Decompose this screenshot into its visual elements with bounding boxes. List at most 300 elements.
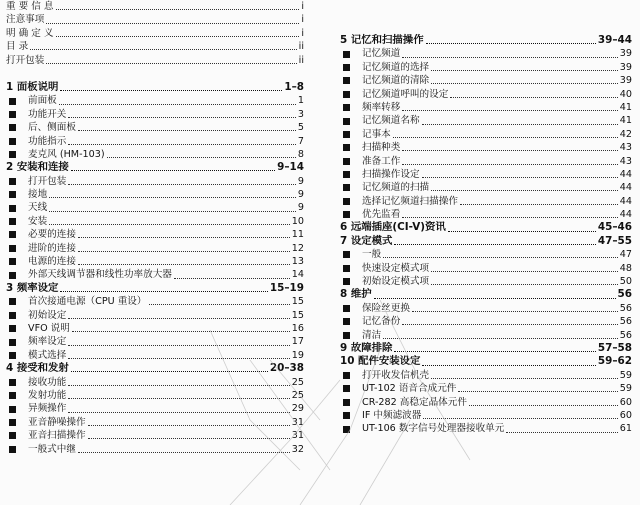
bullet-icon bbox=[9, 446, 16, 453]
toc-entry-page: 56 bbox=[619, 329, 632, 341]
toc-entry-title: 打开收发信机壳 bbox=[362, 369, 430, 381]
dot-leader bbox=[458, 391, 617, 392]
toc-entry[interactable] bbox=[340, 275, 632, 288]
section-heading-page: 47–55 bbox=[597, 234, 632, 247]
dot-leader bbox=[460, 204, 618, 205]
dot-leader bbox=[78, 452, 290, 453]
toc-entry-page: 25 bbox=[291, 376, 304, 388]
toc-entry-title: 亚音扫描操作 bbox=[28, 430, 86, 442]
toc-entry-page: 8 bbox=[297, 148, 304, 160]
dot-leader bbox=[394, 244, 595, 245]
section-heading[interactable] bbox=[340, 221, 632, 234]
bullet-icon bbox=[343, 51, 350, 58]
toc-entry-page: 59 bbox=[619, 369, 632, 381]
dot-leader bbox=[383, 257, 618, 258]
toc-entry-title: 功能开关 bbox=[28, 108, 67, 120]
bullet-icon bbox=[9, 151, 16, 158]
bullet-icon bbox=[343, 171, 350, 178]
toc-entry[interactable] bbox=[340, 114, 632, 127]
bullet-icon bbox=[9, 218, 16, 225]
toc-entry[interactable] bbox=[340, 168, 632, 181]
dot-leader bbox=[60, 291, 267, 292]
toc-entry[interactable] bbox=[6, 268, 304, 281]
toc-entry-page: 31 bbox=[291, 430, 304, 442]
toc-entry-title: 扫描种类 bbox=[362, 142, 401, 154]
bullet-icon bbox=[9, 432, 16, 439]
bullet-icon bbox=[9, 272, 16, 279]
dot-leader bbox=[56, 36, 300, 37]
toc-entry-page: 44 bbox=[619, 195, 632, 207]
bullet-icon bbox=[9, 205, 16, 212]
toc-entry[interactable] bbox=[6, 443, 304, 456]
section-heading-page: 57–58 bbox=[597, 341, 632, 354]
dot-leader bbox=[72, 331, 290, 332]
section-heading-page: 45–46 bbox=[597, 221, 632, 234]
toc-entry-page: 13 bbox=[291, 256, 304, 268]
toc-entry-page: 41 bbox=[619, 101, 632, 113]
toc-entry-page: 11 bbox=[291, 229, 304, 241]
dot-leader bbox=[469, 405, 618, 406]
dot-leader bbox=[174, 278, 290, 279]
section-heading[interactable] bbox=[6, 161, 304, 174]
toc-entry-page: 1 bbox=[297, 95, 304, 107]
toc-entry-page: 15 bbox=[291, 296, 304, 308]
toc-entry[interactable] bbox=[6, 175, 304, 188]
dot-leader bbox=[431, 271, 618, 272]
dot-leader bbox=[402, 217, 617, 218]
dot-leader bbox=[68, 117, 296, 118]
dot-leader bbox=[402, 150, 617, 151]
section-heading-title: 9 故障排除 bbox=[340, 341, 393, 354]
toc-entry-page: 3 bbox=[297, 108, 304, 120]
bullet-icon bbox=[343, 77, 350, 84]
toc-entry-title: 电源的连接 bbox=[28, 256, 76, 268]
toc-entry-title: 记忆频道的扫描 bbox=[362, 182, 430, 194]
toc-entry-page: 10 bbox=[291, 215, 304, 227]
toc-entry-title: UT-106 数字信号处理器接收单元 bbox=[362, 423, 505, 435]
dot-leader bbox=[402, 57, 617, 58]
toc-entry-title: 频率转移 bbox=[362, 101, 401, 113]
dot-leader bbox=[107, 157, 296, 158]
toc-entry-title: 记忆备份 bbox=[362, 316, 401, 328]
dot-leader bbox=[68, 385, 289, 386]
bullet-icon bbox=[343, 265, 350, 272]
section-heading-page: 59–62 bbox=[597, 355, 632, 368]
dot-leader bbox=[402, 164, 617, 165]
toc-entry[interactable] bbox=[6, 215, 304, 228]
dot-leader bbox=[431, 284, 618, 285]
dot-leader bbox=[422, 365, 595, 366]
toc-entry-page: 7 bbox=[297, 135, 304, 147]
toc-entry[interactable] bbox=[340, 409, 632, 422]
front-entry-page: i bbox=[301, 1, 304, 12]
dot-leader bbox=[431, 70, 618, 71]
dot-leader bbox=[59, 104, 296, 105]
toc-entry-title: 准备工作 bbox=[362, 155, 401, 167]
toc-entry[interactable] bbox=[340, 141, 632, 154]
dot-leader bbox=[412, 311, 618, 312]
toc-entry-title: 接收功能 bbox=[28, 376, 67, 388]
dot-leader bbox=[431, 190, 618, 191]
toc-entry[interactable] bbox=[6, 335, 304, 348]
bullet-icon bbox=[343, 278, 350, 285]
section-heading-page: 15–19 bbox=[269, 281, 304, 294]
toc-entry-page: 15 bbox=[291, 309, 304, 321]
toc-entry-title: VFO 说明 bbox=[28, 322, 70, 334]
spacer bbox=[340, 0, 632, 34]
toc-entry[interactable] bbox=[6, 309, 304, 322]
toc-entry-page: 60 bbox=[619, 396, 632, 408]
bullet-icon bbox=[343, 412, 350, 419]
bullet-icon bbox=[343, 104, 350, 111]
bullet-icon bbox=[9, 124, 16, 131]
toc-entry-page: 61 bbox=[619, 423, 632, 435]
front-entry-title: 注意事项 bbox=[6, 14, 45, 26]
toc-entry-title: 记忆频道呼叫的设定 bbox=[362, 88, 449, 100]
toc-entry[interactable] bbox=[6, 402, 304, 415]
bullet-icon bbox=[9, 406, 16, 413]
front-matter bbox=[6, 0, 304, 67]
section-heading-page: 9–14 bbox=[277, 161, 304, 174]
front-entry-page: ii bbox=[298, 54, 304, 66]
toc-entry-title: 选择记忆频道扫描操作 bbox=[362, 195, 458, 207]
toc-entry[interactable] bbox=[6, 108, 304, 121]
section-heading[interactable] bbox=[340, 355, 632, 368]
toc-entry-title: 初始设定 bbox=[28, 309, 67, 321]
section-heading-page: 1–8 bbox=[284, 80, 304, 93]
toc-entry-title: 记忆频道 bbox=[362, 48, 401, 60]
toc-entry[interactable] bbox=[6, 228, 304, 241]
toc-entry-page: 5 bbox=[297, 122, 304, 134]
bullet-icon bbox=[343, 144, 350, 151]
front-entry-page: ii bbox=[298, 41, 304, 53]
toc-entry-page: 19 bbox=[291, 349, 304, 361]
bullet-icon bbox=[343, 318, 350, 325]
toc-entry[interactable] bbox=[6, 135, 304, 148]
toc-entry-page: 9 bbox=[297, 189, 304, 201]
toc-entry-page: 17 bbox=[291, 336, 304, 348]
toc-entry[interactable] bbox=[340, 382, 632, 395]
dot-leader bbox=[68, 144, 296, 145]
toc-entry-title: 功能指示 bbox=[28, 135, 67, 147]
dot-leader bbox=[431, 378, 618, 379]
dot-leader bbox=[49, 197, 296, 198]
toc-entry[interactable] bbox=[6, 376, 304, 389]
dot-leader bbox=[78, 251, 290, 252]
front-entry-title: 打开包装 bbox=[6, 54, 45, 66]
toc-entry-title: 快速设定模式项 bbox=[362, 262, 430, 274]
toc-entry-page: 50 bbox=[619, 276, 632, 288]
dot-leader bbox=[49, 211, 296, 212]
toc-entry-title: 必要的连接 bbox=[28, 229, 76, 241]
toc-entry-title: 安装 bbox=[28, 215, 48, 227]
bullet-icon bbox=[343, 211, 350, 218]
toc-right-column bbox=[340, 0, 632, 436]
section-heading-title: 1 面板说明 bbox=[6, 80, 59, 93]
dot-leader bbox=[46, 23, 299, 24]
bullet-icon bbox=[343, 332, 350, 339]
dot-leader bbox=[374, 298, 616, 299]
dot-leader bbox=[422, 124, 618, 125]
section-heading[interactable] bbox=[6, 362, 304, 375]
toc-entry[interactable] bbox=[340, 369, 632, 382]
toc-entry-title: UT-102 语音合成元件 bbox=[362, 383, 457, 395]
toc-entry[interactable] bbox=[340, 208, 632, 221]
toc-entry[interactable] bbox=[6, 201, 304, 214]
toc-entry-page: 32 bbox=[291, 443, 304, 455]
dot-leader bbox=[393, 137, 618, 138]
dot-leader bbox=[46, 63, 296, 64]
dot-leader bbox=[448, 231, 596, 232]
front-entry[interactable] bbox=[6, 54, 304, 67]
bullet-icon bbox=[9, 178, 16, 185]
toc-entry-page: 43 bbox=[619, 155, 632, 167]
toc-entry-title: 记忆频道的清除 bbox=[362, 75, 430, 87]
section-heading-page: 20–38 bbox=[269, 362, 304, 375]
dot-leader bbox=[426, 43, 596, 44]
toc-entry-title: 后、侧面板 bbox=[28, 122, 76, 134]
toc-entry[interactable] bbox=[340, 262, 632, 275]
dot-leader bbox=[422, 177, 618, 178]
toc-entry-page: 56 bbox=[619, 302, 632, 314]
bullet-icon bbox=[343, 385, 350, 392]
toc-entry-title: 频率设定 bbox=[28, 336, 67, 348]
toc-entry[interactable] bbox=[340, 181, 632, 194]
dot-leader bbox=[402, 110, 617, 111]
dot-leader bbox=[56, 9, 300, 10]
section-heading-title: 7 设定模式 bbox=[340, 234, 393, 247]
section-heading[interactable] bbox=[340, 342, 632, 355]
toc-entry-title: 记事本 bbox=[362, 128, 391, 140]
front-entry-title: 目 录 bbox=[6, 41, 29, 53]
dot-leader bbox=[423, 418, 617, 419]
toc-entry-page: 40 bbox=[619, 88, 632, 100]
section-heading-title: 5 记忆和扫描操作 bbox=[340, 34, 424, 46]
toc-entry-page: 9 bbox=[297, 175, 304, 187]
dot-leader bbox=[394, 351, 595, 352]
dot-leader bbox=[68, 412, 289, 413]
dot-leader bbox=[30, 49, 296, 50]
dot-leader bbox=[383, 338, 618, 339]
toc-entry-page: 47 bbox=[619, 249, 632, 261]
toc-entry-title: 前面板 bbox=[28, 95, 57, 107]
dot-leader bbox=[78, 264, 290, 265]
front-entry[interactable] bbox=[6, 40, 304, 53]
toc-entry-page: 14 bbox=[291, 269, 304, 281]
toc-entry[interactable] bbox=[6, 255, 304, 268]
dot-leader bbox=[88, 425, 290, 426]
toc-entry-title: 首次接通电源（CPU 重设） bbox=[28, 296, 147, 308]
section-heading-title: 6 远端插座(CI-V)资讯 bbox=[340, 221, 446, 234]
section-heading[interactable] bbox=[6, 81, 304, 94]
bullet-icon bbox=[9, 419, 16, 426]
bullet-icon bbox=[343, 251, 350, 258]
toc-entry-title: 一般式中继 bbox=[28, 443, 76, 455]
front-entry[interactable] bbox=[6, 0, 304, 13]
dot-leader bbox=[431, 83, 618, 84]
toc-entry[interactable] bbox=[340, 302, 632, 315]
bullet-icon bbox=[9, 325, 16, 332]
toc-entry-title: 记忆频道名称 bbox=[362, 115, 420, 127]
section-heading[interactable] bbox=[340, 288, 632, 301]
toc-entry-page: 56 bbox=[619, 316, 632, 328]
bullet-icon bbox=[9, 379, 16, 386]
toc-entry-page: 42 bbox=[619, 128, 632, 140]
toc-entry-page: 9 bbox=[297, 202, 304, 214]
toc-entry-page: 25 bbox=[291, 389, 304, 401]
toc-entry-title: 清洁 bbox=[362, 329, 382, 341]
toc-entry-title: 麦克风 (HM-103) bbox=[28, 148, 105, 160]
front-entry-title: 明 确 定 义 bbox=[6, 27, 54, 39]
bullet-icon bbox=[343, 399, 350, 406]
toc-entry[interactable] bbox=[340, 61, 632, 74]
front-entry-page: i bbox=[301, 27, 304, 39]
toc-entry[interactable] bbox=[340, 155, 632, 168]
toc-entry-page: 39 bbox=[619, 61, 632, 73]
dot-leader bbox=[78, 237, 290, 238]
toc-entry[interactable] bbox=[340, 47, 632, 60]
toc-entry-page: 12 bbox=[291, 242, 304, 254]
toc-entry[interactable] bbox=[340, 422, 632, 435]
dot-leader bbox=[506, 432, 617, 433]
bullet-icon bbox=[343, 118, 350, 125]
dot-leader bbox=[450, 97, 617, 98]
dot-leader bbox=[68, 345, 289, 346]
dot-leader bbox=[402, 324, 617, 325]
toc-entry[interactable] bbox=[6, 389, 304, 402]
dot-leader bbox=[60, 90, 282, 91]
toc-entry-title: 发射功能 bbox=[28, 389, 67, 401]
front-entry[interactable] bbox=[6, 13, 304, 26]
section-heading-title: 4 接受和发射 bbox=[6, 362, 69, 375]
toc-entry-title: 优先监看 bbox=[362, 209, 401, 221]
toc-entry-page: 29 bbox=[291, 403, 304, 415]
section-heading-title: 2 安装和连接 bbox=[6, 161, 69, 174]
dot-leader bbox=[68, 398, 289, 399]
toc-entry-title: 模式选择 bbox=[28, 349, 67, 361]
toc-left-column bbox=[6, 0, 304, 456]
dot-leader bbox=[149, 304, 290, 305]
bullet-icon bbox=[343, 372, 350, 379]
toc-entry-title: 打开包装 bbox=[28, 175, 67, 187]
toc-entry[interactable] bbox=[340, 74, 632, 87]
section-heading[interactable] bbox=[6, 282, 304, 295]
toc-entry[interactable] bbox=[340, 315, 632, 328]
toc-entry-title: 接地 bbox=[28, 189, 48, 201]
bullet-icon bbox=[9, 138, 16, 145]
dot-leader bbox=[49, 224, 290, 225]
toc-entry[interactable] bbox=[340, 248, 632, 261]
bullet-icon bbox=[9, 352, 16, 359]
toc-entry-title: 扫描操作设定 bbox=[362, 168, 420, 180]
bullet-icon bbox=[9, 231, 16, 238]
bullet-icon bbox=[343, 426, 350, 433]
section-heading-page: 56 bbox=[617, 288, 632, 301]
section-heading[interactable] bbox=[340, 235, 632, 248]
front-entry[interactable] bbox=[6, 27, 304, 40]
toc-entry[interactable] bbox=[6, 295, 304, 308]
toc-entry[interactable] bbox=[6, 94, 304, 107]
bullet-icon bbox=[9, 339, 16, 346]
section-heading-title: 10 配件安装设定 bbox=[340, 355, 421, 368]
spacer bbox=[6, 67, 304, 81]
toc-entry[interactable] bbox=[340, 396, 632, 409]
toc-entry-page: 60 bbox=[619, 409, 632, 421]
toc-entry-title: 进阶的连接 bbox=[28, 242, 76, 254]
bullet-icon bbox=[9, 392, 16, 399]
toc-entry-title: 记忆频道的选择 bbox=[362, 61, 430, 73]
toc-entry-page: 39 bbox=[619, 48, 632, 60]
toc-entry-title: IF 中频滤波器 bbox=[362, 409, 422, 421]
toc-entry[interactable] bbox=[6, 121, 304, 134]
bullet-icon bbox=[9, 312, 16, 319]
toc-entry-title: 外部天线调节器和线性功率放大器 bbox=[28, 269, 172, 281]
bullet-icon bbox=[343, 91, 350, 98]
toc-entry[interactable] bbox=[6, 322, 304, 335]
front-entry-title: 重 要 信 息 bbox=[6, 1, 54, 12]
toc-entry-page: 41 bbox=[619, 115, 632, 127]
bullet-icon bbox=[343, 158, 350, 165]
dot-leader bbox=[68, 184, 296, 185]
bullet-icon bbox=[343, 305, 350, 312]
bullet-icon bbox=[9, 111, 16, 118]
toc-entry-page: 44 bbox=[619, 182, 632, 194]
bullet-icon bbox=[343, 198, 350, 205]
toc-entry-title: 保险丝更换 bbox=[362, 302, 410, 314]
toc-entry[interactable] bbox=[340, 195, 632, 208]
bullet-icon bbox=[343, 184, 350, 191]
bullet-icon bbox=[9, 98, 16, 105]
toc-entry-title: 异频操作 bbox=[28, 403, 67, 415]
bullet-icon bbox=[9, 245, 16, 252]
toc-entry[interactable] bbox=[340, 329, 632, 342]
toc-entry[interactable] bbox=[6, 416, 304, 429]
front-entry-page: i bbox=[301, 14, 304, 26]
bullet-icon bbox=[343, 131, 350, 138]
dot-leader bbox=[68, 358, 289, 359]
dot-leader bbox=[88, 438, 290, 439]
bullet-icon bbox=[9, 258, 16, 265]
toc-entry-title: 初始设定模式项 bbox=[362, 276, 430, 288]
toc-entry-title: CR-282 高稳定晶体元件 bbox=[362, 396, 467, 408]
toc-entry[interactable] bbox=[6, 188, 304, 201]
toc-entry-page: 31 bbox=[291, 416, 304, 428]
toc-entry[interactable] bbox=[6, 429, 304, 442]
toc-entry-title: 天线 bbox=[28, 202, 48, 214]
toc-entry-title: 一般 bbox=[362, 249, 382, 261]
dot-leader bbox=[68, 318, 289, 319]
section-heading-title: 3 频率设定 bbox=[6, 281, 59, 294]
toc-entry-page: 48 bbox=[619, 262, 632, 274]
section-heading-page: 39–44 bbox=[597, 34, 632, 46]
bullet-icon bbox=[9, 298, 16, 305]
toc-entry[interactable] bbox=[6, 349, 304, 362]
dot-leader bbox=[71, 170, 275, 171]
bullet-icon bbox=[343, 64, 350, 71]
toc-entry-page: 59 bbox=[619, 383, 632, 395]
toc-entry[interactable] bbox=[340, 128, 632, 141]
dot-leader bbox=[71, 371, 268, 372]
toc-entry[interactable] bbox=[6, 148, 304, 161]
toc-entry[interactable] bbox=[340, 101, 632, 114]
toc-entry-page: 44 bbox=[619, 168, 632, 180]
toc-entry[interactable] bbox=[340, 88, 632, 101]
toc-entry-page: 16 bbox=[291, 322, 304, 334]
toc-entry-title: 亚音静噪操作 bbox=[28, 416, 86, 428]
bullet-icon bbox=[9, 191, 16, 198]
toc-entry[interactable] bbox=[6, 242, 304, 255]
section-heading[interactable] bbox=[340, 34, 632, 47]
